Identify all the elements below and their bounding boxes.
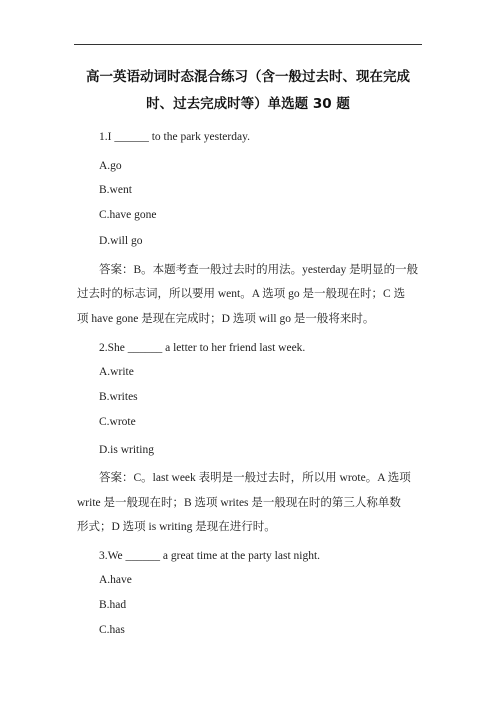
question-3-option-c: C.has	[99, 624, 125, 636]
question-3-option-a: A.have	[99, 574, 132, 586]
question-1-option-b: B.went	[99, 184, 132, 196]
question-1-answer-line-1: 答案：B。本题考查一般过去时的用法。yesterday 是明显的一般	[99, 264, 419, 276]
question-2-option-d: D.is writing	[99, 444, 154, 456]
header-rule	[74, 44, 422, 45]
question-2-answer-line-1: 答案：C。last week 表明是一般过去时，所以用 wrote。A 选项	[99, 472, 411, 484]
question-1-answer-line-2: 过去时的标志词，所以要用 went。A 选项 go 是一般现在时；C 选	[77, 288, 406, 300]
question-2-option-a: A.write	[99, 366, 134, 378]
question-1-answer-line-3: 项 have gone 是现在完成时；D 选项 will go 是一般将来时。	[77, 313, 375, 325]
question-1-option-a: A.go	[99, 160, 122, 172]
question-2-option-c: C.wrote	[99, 416, 136, 428]
question-3-option-b: B.had	[99, 599, 127, 611]
question-2-stem: 2.She ______ a letter to her friend last week.	[99, 342, 306, 354]
document-title-line-2: 时、过去完成时等）单选题 30 题	[146, 96, 350, 112]
question-1-option-c: C.have gone	[99, 209, 157, 221]
question-2-option-b: B.writes	[99, 391, 138, 403]
document-title-line-1: 高一英语动词时态混合练习（含一般过去时、现在完成	[86, 69, 410, 85]
question-2-answer-line-3: 形式；D 选项 is writing 是现在进行时。	[77, 521, 276, 533]
question-3-stem: 3.We ______ a great time at the party last night.	[99, 550, 321, 562]
question-1-stem: 1.I ______ to the park yesterday.	[99, 131, 250, 143]
question-2-answer-line-2: write 是一般现在时；B 选项 writes 是一般现在时的第三人称单数	[77, 497, 401, 509]
question-1-option-d: D.will go	[99, 235, 143, 247]
